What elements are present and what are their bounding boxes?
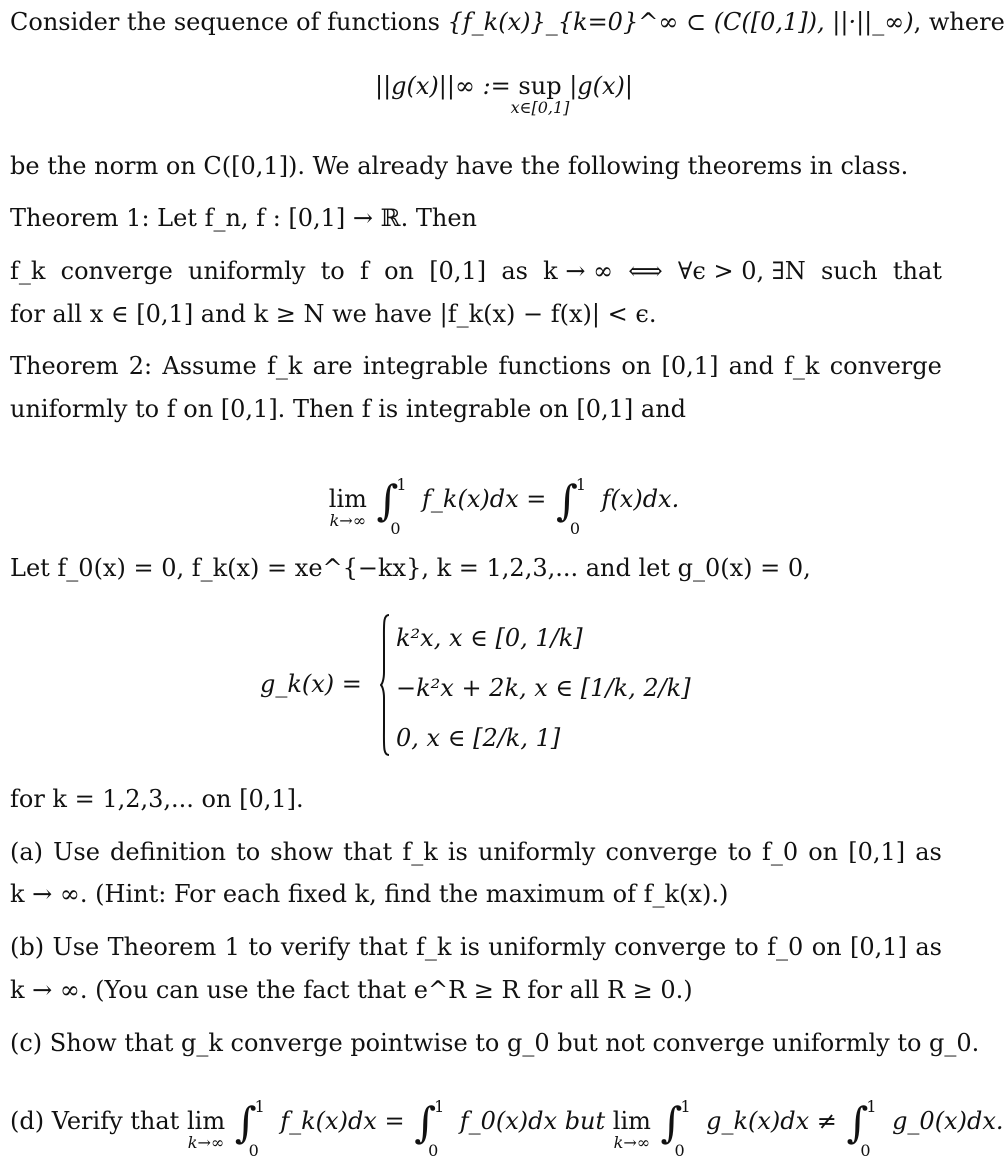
word: to — [248, 933, 273, 961]
integral-sign: ∫ — [846, 1098, 869, 1147]
word: show — [270, 838, 334, 866]
integral-sign: ∫ — [556, 476, 578, 525]
word: such — [820, 257, 878, 285]
left-brace — [380, 614, 390, 756]
word: f — [359, 257, 369, 285]
word: as — [915, 933, 942, 961]
lim-label: lim — [328, 485, 367, 513]
lower-bound: 0 — [248, 1141, 259, 1160]
upper-bound: 1 — [866, 1097, 877, 1116]
theorem1-line1 — [10, 259, 942, 283]
sequence-notation: {f_k(x)}_{k=0}^∞ ⊂ (C([0,1]), ||·||_∞) — [447, 8, 914, 36]
word: Theorem — [10, 352, 119, 380]
word: converge — [605, 838, 718, 866]
upper-bound: 1 — [434, 1097, 445, 1116]
word: uniformly — [477, 838, 596, 866]
word: f_k — [402, 838, 438, 866]
lim-subscript: k→∞ — [187, 1133, 225, 1152]
part-d-prefix: (d) Verify that — [10, 1107, 180, 1135]
word: f_k — [416, 933, 452, 961]
limit-operator — [186, 1107, 226, 1152]
word: and — [728, 352, 774, 380]
lower-bound: 0 — [569, 519, 581, 538]
sup-label: sup — [518, 72, 562, 100]
word: functions — [498, 352, 612, 380]
part-c-line: (c) Show that g_k converge pointwise to g_0 but not converge uniformly to g_0. — [10, 1029, 980, 1057]
intro-prefix: Consider the sequence of functions — [10, 8, 440, 36]
word: [0,1] — [850, 933, 907, 961]
integral-sign: ∫ — [414, 1098, 437, 1147]
intro-line: Consider the sequence of functions {f_k(x)}_{k=0}^∞ ⊂ (C([0,1]), ||·||_∞), where — [10, 8, 1005, 36]
word: that — [358, 933, 408, 961]
word: definition — [110, 838, 226, 866]
word: on — [621, 352, 652, 380]
word: f_0 — [767, 933, 804, 961]
word: on — [808, 838, 839, 866]
upper-bound: 1 — [680, 1097, 691, 1116]
lower-bound: 0 — [674, 1141, 685, 1160]
word: to — [727, 838, 752, 866]
part-a-line2: k → ∞. (Hint: For each fixed k, find the maximum of f_k(x).) — [10, 880, 729, 908]
part-d-int2: f_0(x)dx but — [459, 1107, 606, 1135]
gk-piecewise — [260, 612, 691, 762]
part-d-line — [10, 1094, 1004, 1160]
part-d-int4: g_0(x)dx. — [892, 1107, 1004, 1135]
word: Use — [53, 838, 100, 866]
part-d-int1: f_k(x)dx = — [280, 1107, 405, 1135]
lim-label: lim — [612, 1107, 651, 1135]
word: f_k — [10, 257, 46, 285]
word: to — [734, 933, 759, 961]
word: integrable — [362, 352, 489, 380]
norm-rhs: |g(x)| — [569, 72, 633, 100]
word: f_0 — [761, 838, 799, 866]
word: Assume — [162, 352, 257, 380]
part-a-line1 — [10, 840, 942, 864]
word: Theorem — [107, 933, 217, 961]
word: uniformly — [188, 257, 306, 285]
lim-subscript: k→∞ — [329, 511, 367, 530]
word: is — [447, 838, 468, 866]
upper-bound: 1 — [575, 475, 587, 494]
lim-subscript: k→∞ — [613, 1133, 651, 1152]
for-k-line: for k = 1,2,3,... on [0,1]. — [10, 785, 304, 813]
lower-bound: 0 — [390, 519, 401, 538]
word: Use — [52, 933, 100, 961]
part-b-line1 — [10, 935, 942, 959]
word: on — [811, 933, 842, 961]
norm-lhs: ||g(x)||∞ := — [374, 72, 511, 100]
integral-sign: ∫ — [234, 1098, 257, 1147]
word: is — [459, 933, 480, 961]
word: (a) — [10, 838, 44, 866]
lower-bound: 0 — [860, 1141, 871, 1160]
theorem2-equation — [0, 472, 1008, 538]
lower-bound: 0 — [428, 1141, 439, 1160]
upper-bound: 1 — [396, 475, 407, 494]
word: that — [343, 838, 393, 866]
word: to — [236, 838, 261, 866]
upper-bound: 1 — [254, 1097, 265, 1116]
word: [0,1] — [848, 838, 906, 866]
definitions-line: Let f_0(x) = 0, f_k(x) = xe^{−kx}, k = 1,2,3,... and let g_0(x) = 0, — [10, 554, 811, 582]
word: [0,1] — [429, 257, 487, 285]
word: (b) — [10, 933, 45, 961]
word: uniformly — [488, 933, 606, 961]
word: f_k — [266, 352, 303, 380]
limit-operator — [612, 1107, 651, 1152]
theorem1-heading: Theorem 1: Let f_n, f : [0,1] → ℝ. Then — [10, 204, 477, 232]
word: that — [892, 257, 942, 285]
word: 1 — [224, 933, 240, 961]
case-1: k²x, x ∈ [0, 1/k] — [396, 624, 583, 652]
word: k → ∞ — [543, 257, 614, 285]
word: verify — [280, 933, 351, 961]
integral-sign: ∫ — [376, 476, 399, 525]
theorem1-line2: for all x ∈ [0,1] and k ≥ N we have |f_k(x) − f(x)| < ϵ. — [10, 300, 657, 328]
word: converge — [829, 352, 942, 380]
word: converge — [60, 257, 173, 285]
sup-operator — [510, 72, 570, 117]
word: ∀ϵ > 0, ∃N — [677, 257, 806, 285]
integral-sign: ∫ — [660, 1098, 683, 1147]
gk-label: g_k(x) = — [260, 670, 362, 698]
norm-definition — [0, 72, 1008, 117]
word: as — [915, 838, 942, 866]
word: [0,1] — [661, 352, 719, 380]
lim-label: lim — [186, 1107, 226, 1135]
word: 2: — [128, 352, 153, 380]
word: on — [384, 257, 414, 285]
case-3: 0, x ∈ [2/k, 1] — [396, 724, 561, 752]
theorem2-line1 — [10, 354, 942, 378]
word: ⟺ — [628, 257, 663, 285]
part-d-int3: g_k(x)dx ≠ — [706, 1107, 837, 1135]
eq-right: f(x)dx. — [601, 485, 680, 513]
case-2: −k²x + 2k, x ∈ [1/k, 2/k] — [396, 674, 691, 702]
word: to — [320, 257, 345, 285]
part-b-line2: k → ∞. (You can use the fact that e^R ≥ R for all R ≥ 0.) — [10, 976, 693, 1004]
sup-subscript: x∈[0,1] — [510, 98, 570, 117]
word: as — [501, 257, 528, 285]
word: are — [312, 352, 353, 380]
intro-suffix: where — [928, 8, 1005, 36]
word: f_k — [784, 352, 820, 380]
limit-operator — [328, 485, 367, 530]
norm-line: be the norm on C([0,1]). We already have the following theorems in class. — [10, 152, 909, 180]
eq-left: f_k(x)dx = — [422, 485, 547, 513]
word: converge — [614, 933, 727, 961]
theorem2-line2: uniformly to f on [0,1]. Then f is integrable on [0,1] and — [10, 395, 687, 423]
